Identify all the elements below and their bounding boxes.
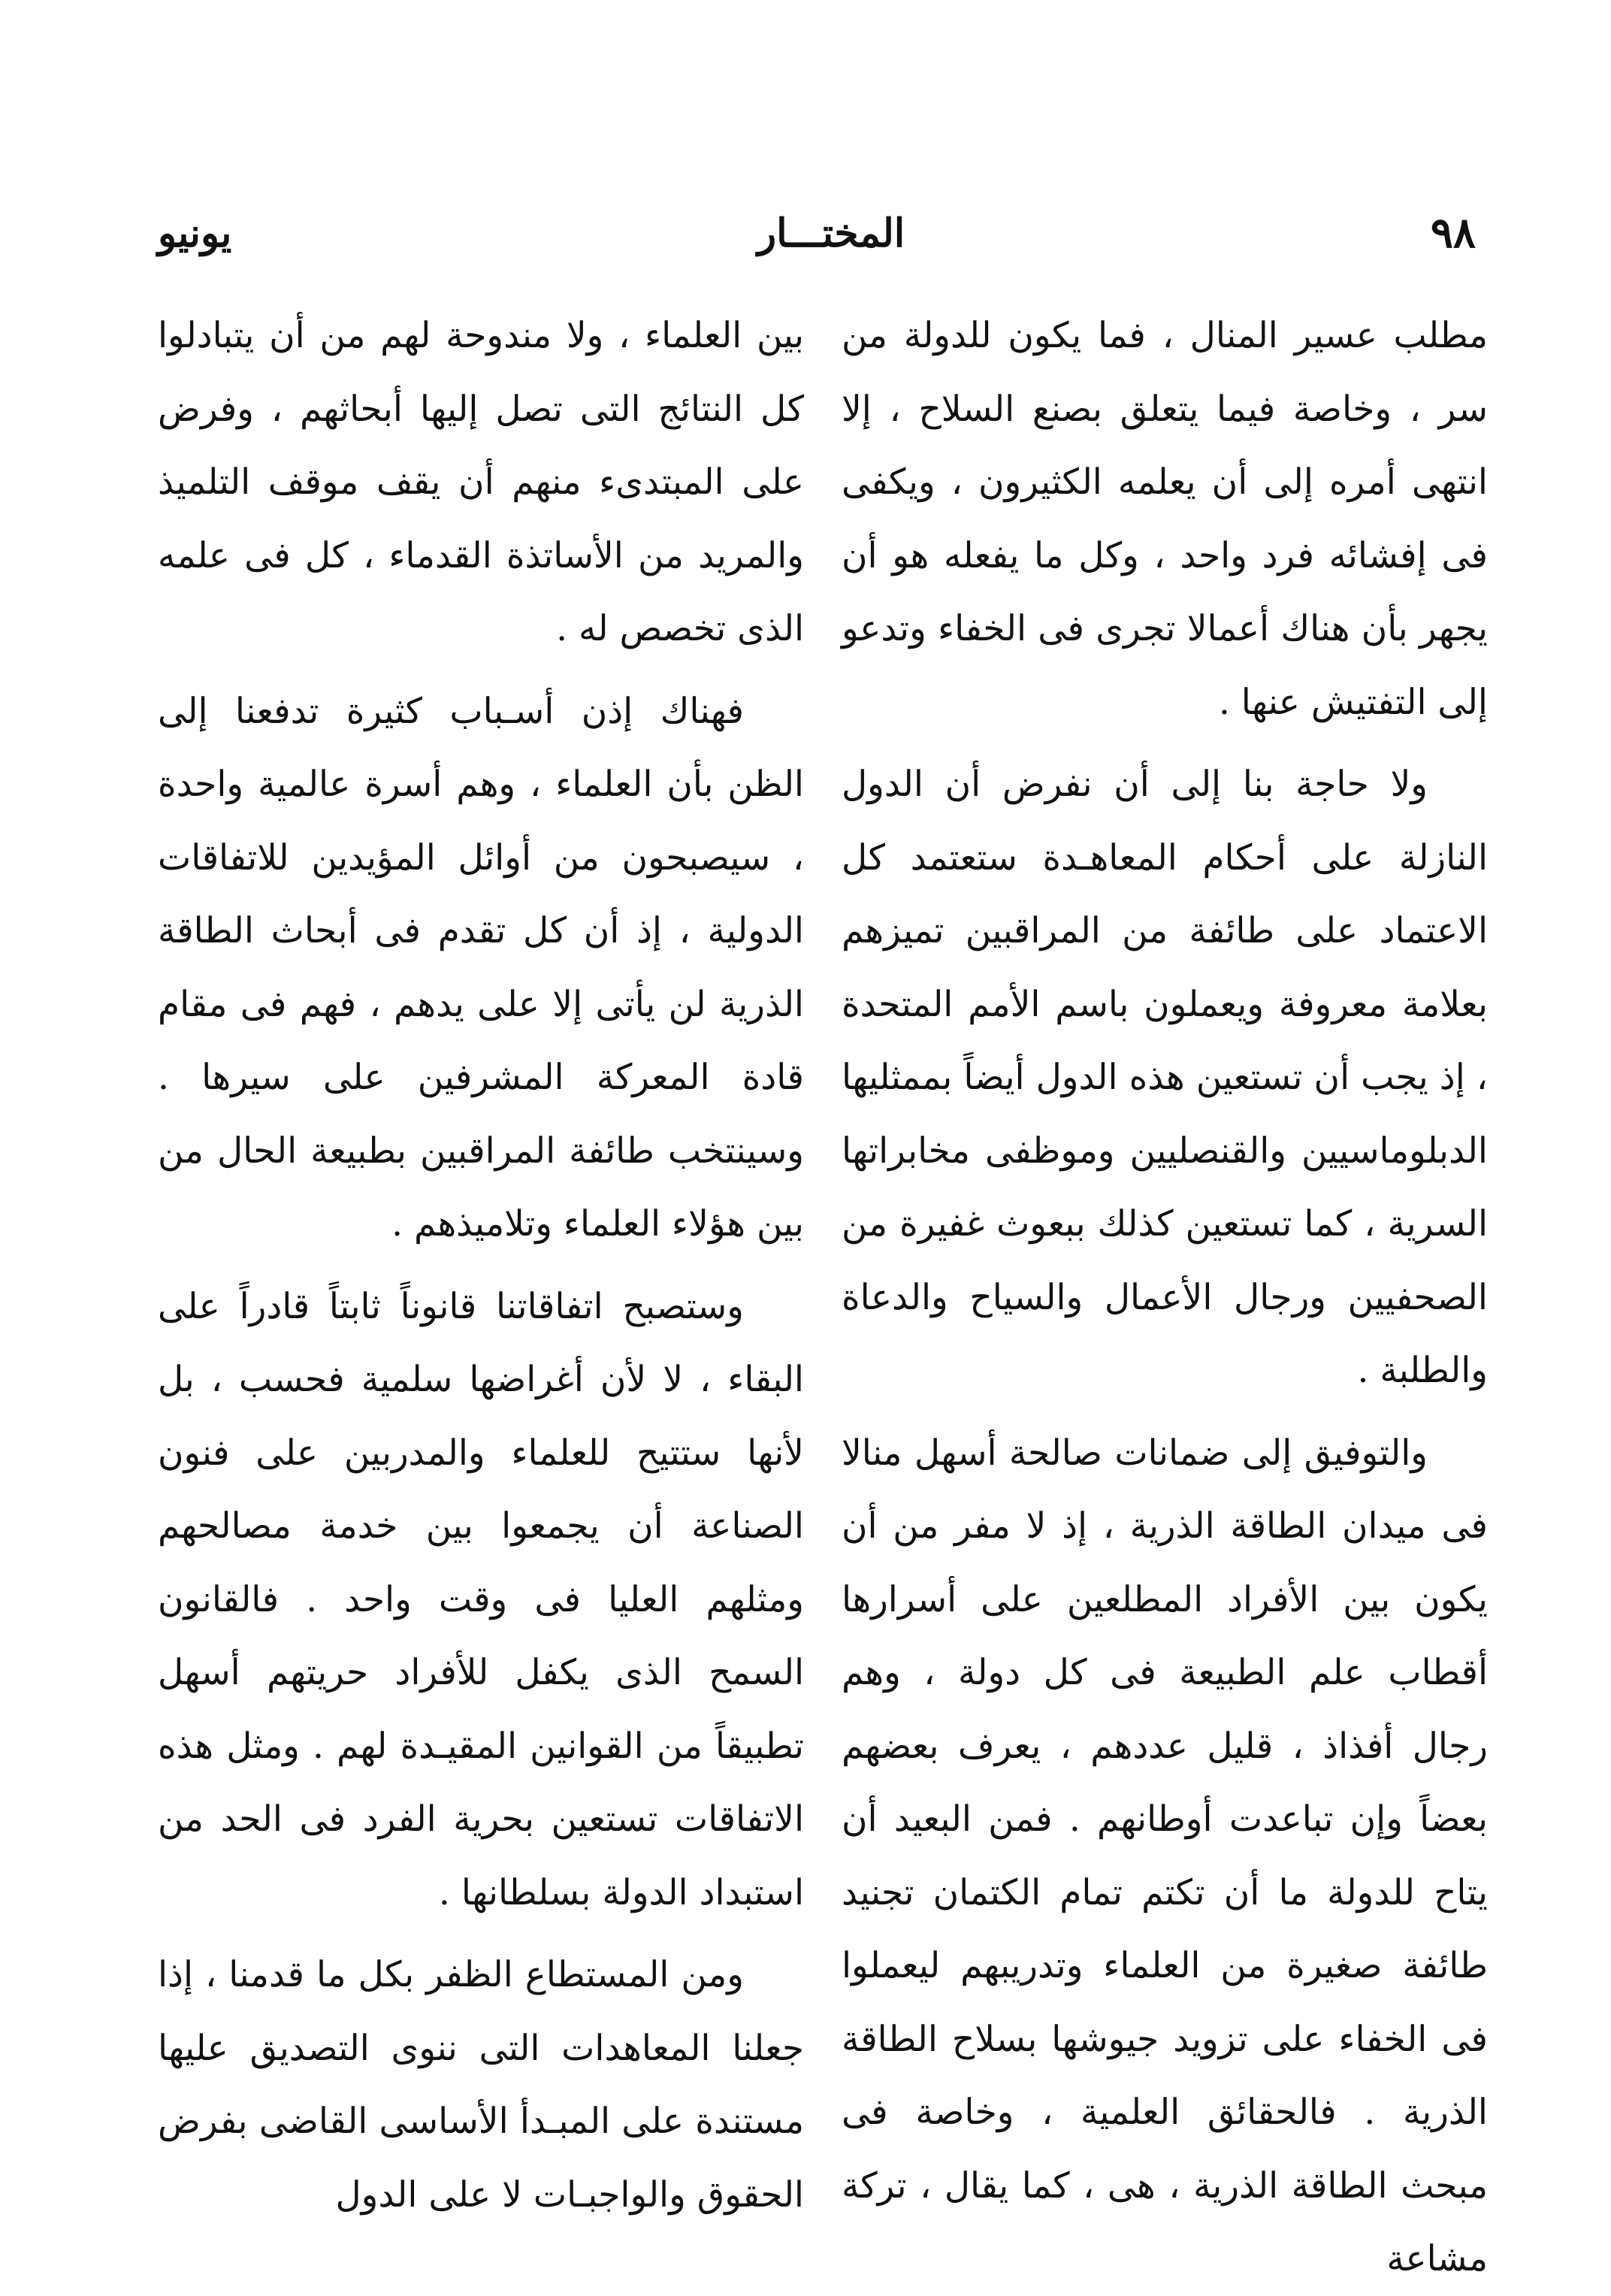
paragraph: ولا حاجة بنا إلى أن نفرض أن الدول النازلة على أحكام المعاهـدة ستعتمد كل الاعتماد على طائفة من المراقبين تميزهم بعلامة معروفة ويعملون باسم الأمم المتحدة ، إذ يجب أن تستعين هذه الدول أيضاً بممثليها الدبلوماسيين والقنصليين وموظفى مخابراتها السرية ، كما تستعين كذلك ببعوث غفيرة من الصحفيين ورجال الأعمال والسياح والدعاة والطلبة . (842, 764, 1488, 1391)
left-column (158, 299, 804, 2216)
paragraph: والتوفيق إلى ضمانات صالحة أسهل منالا فى ميدان الطاقة الذرية ، إذ لا مفر من أن يكون بين الأفراد المطلعين على أسرارها أقطاب علم الطبيعة فى كل دولة ، وهم رجال أفذاذ ، قليل عددهم ، يعرف بعضهم بعضاً وإن تباعدت أوطانهم . فمن البعيد أن يتاح للدولة ما أن تكتم تمام الكتمان تجنيد طائفة صغيرة من العلماء وتدريبهم ليعملوا فى الخفاء على تزويد جيوشها بسلاح الطاقة الذرية . فالحقائق العلمية ، وخاصة فى مبحث الطاقة الذرية ، هى ، كما يقال ، تركة مشاعة (842, 1432, 1488, 2279)
paragraph: ومن المستطاع الظفر بكل ما قدمنا ، إذا جعلنا المعاهدات التى ننوى التصديق عليها مستندة على المبـدأ الأساسى القاضى بفرض الحقوق والواجبـات لا على الدول (158, 1954, 804, 2216)
running-head (158, 203, 1476, 263)
magazine-title: المختـــار (757, 210, 905, 256)
paragraph: بين العلماء ، ولا مندوحة لهم من أن يتبادلوا كل النتائج التى تصل إليها أبحاثهم ، وفرض على المبتدىء منهم أن يقف موقف التلميذ والمريد من الأساتذة القدماء ، كل فى علمه الذى تخصص له . (158, 315, 804, 649)
text-columns (158, 299, 1488, 2279)
issue-month: يونيو (158, 210, 232, 256)
right-column (842, 299, 1488, 2279)
paragraph: وستصبح اتفاقاتنا قانوناً ثابتاً قادراً على البقاء ، لا لأن أغراضها سلمية فحسب ، بل لأنها ستتيح للعلماء والمدربين على فنون الصناعة أن يجمعوا بين خدمة مصالحهم ومثلهم العليا فى وقت واحد . فالقانون السمح الذى يكفل للأفراد حريتهم أسهل تطبيقاً من القوانين المقيـدة لهم . ومثل هذه الاتفاقات تستعين بحرية الفرد فى الحد من استبداد الدولة بسلطانها . (158, 1285, 804, 1913)
paragraph: فهناك إذن أسـباب كثيرة تدفعنا إلى الظن بأن العلماء ، وهم أسرة عالمية واحدة ، سيصبحون من أوائل المؤيدين للاتفاقات الدولية ، إذ أن كل تقدم فى أبحاث الطاقة الذرية لن يأتى إلا على يدهم ، فهم فى مقام قادة المعركة المشرفين على سيرها . وسينتخب طائفة المراقبين بطبيعة الحال من بين هؤلاء العلماء وتلاميذهم . (158, 690, 804, 1245)
paragraph: مطلب عسير المنال ، فما يكون للدولة من سر ، وخاصة فيما يتعلق بصنع السلاح ، إلا انتهى أمره إلى أن يعلمه الكثيرون ، ويكفى فى إفشائه فرد واحد ، وكل ما يفعله هو أن يجهر بأن هناك أعمالا تجرى فى الخفاء وتدعو إلى التفتيش عنها . (842, 315, 1488, 723)
page-number: ٩٨ (1430, 208, 1476, 258)
